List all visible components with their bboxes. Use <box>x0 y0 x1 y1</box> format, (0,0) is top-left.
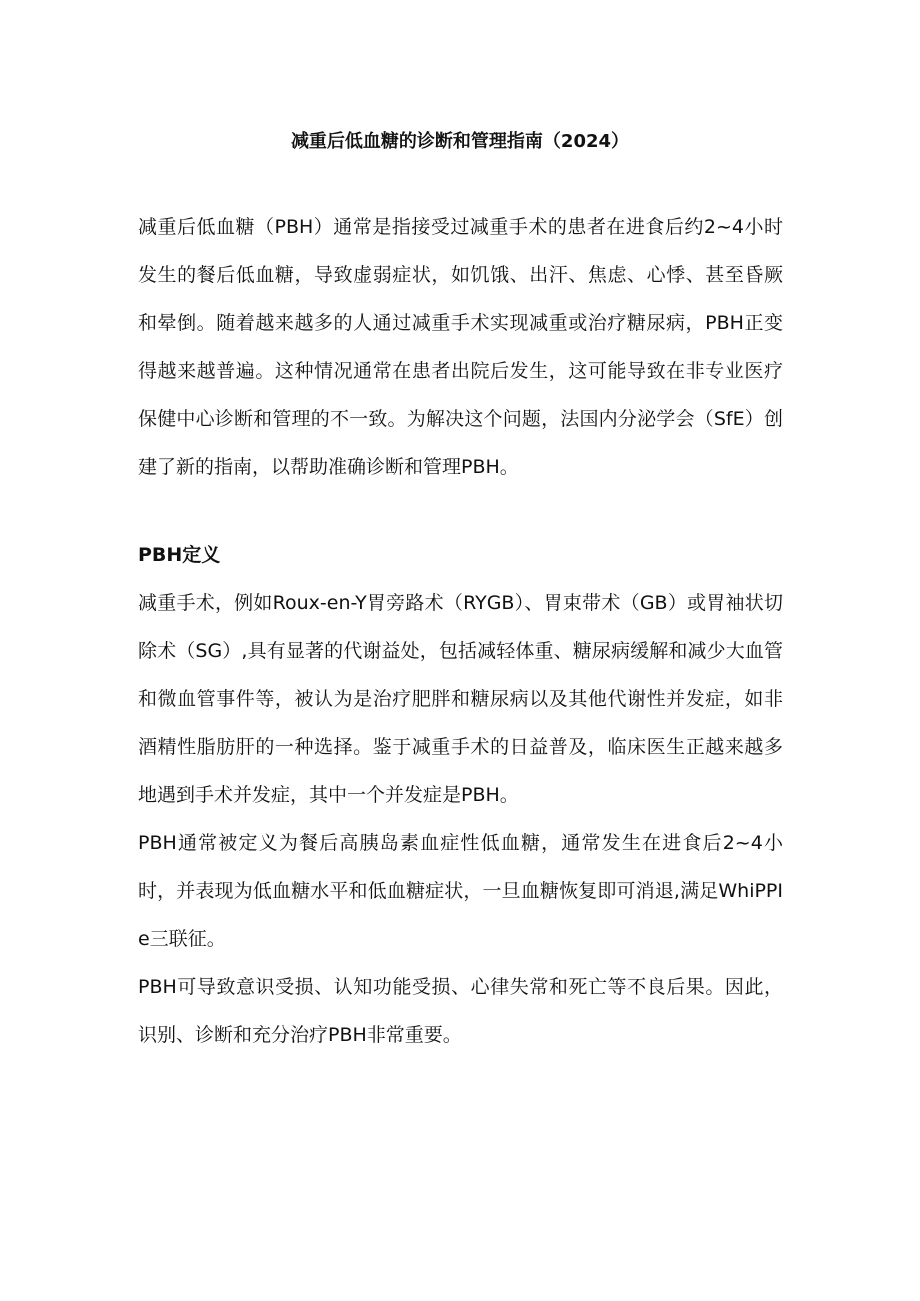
section-heading-pbh-definition: PBH定义 <box>138 544 221 566</box>
body-paragraph: PBH可导致意识受损、认知功能受损、心律失常和死亡等不良后果。因此，识别、诊断和充分治疗PBH非常重要。 <box>138 976 783 1046</box>
document-title: 减重后低血糖的诊断和管理指南（2024） <box>290 131 630 152</box>
body-paragraph: PBH通常被定义为餐后高胰岛素血症性低血糖，通常发生在进食后2~4小时，并表现为低血糖水平和低血糖症状，一旦血糖恢复即可消退,满足WhiPPIe三联征。 <box>138 832 783 950</box>
intro-paragraph: 减重后低血糖（PBH）通常是指接受过减重手术的患者在进食后约2~4小时发生的餐后低血糖，导致虚弱症状，如饥饿、出汗、焦虑、心悸、甚至昏厥和晕倒。随着越来越多的人通过减重手术实现减重或治疗糖尿病，PBH正变得越来越普遍。这种情况通常在患者出院后发生，这可能导致在非专业医疗保健中心诊断和管理的不一致。为解决这个问题，法国内分泌学会（SfE）创建了新的指南，以帮助准确诊断和管理PBH。 <box>138 216 783 478</box>
body-paragraph: 减重手术，例如Roux-en-Y胃旁路术（RYGB）、胃束带术（GB）或胃袖状切除术（SG）,具有显著的代谢益处，包括减轻体重、糖尿病缓解和减少大血管和微血管事件等，被认为是治疗肥胖和糖尿病以及其他代谢性并发症，如非酒精性脂肪肝的一种选择。鉴于减重手术的日益普及，临床医生正越来越多地遇到手术并发症，其中一个并发症是PBH。 <box>138 592 783 806</box>
document-body <box>138 203 783 1059</box>
